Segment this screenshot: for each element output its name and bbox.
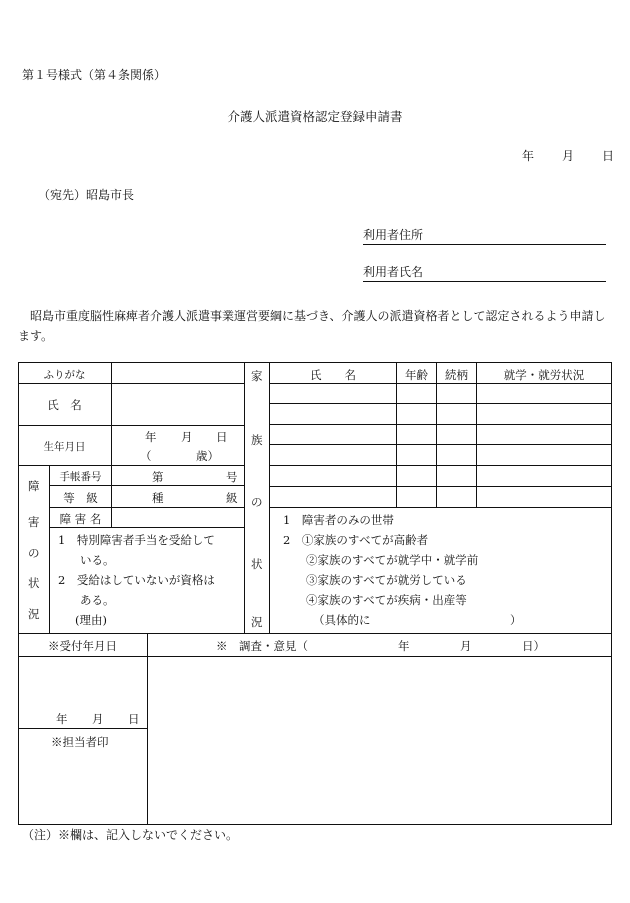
allowance-option-1-cont: いる。 (80, 553, 115, 567)
allowance-reason-label: (理由) (75, 613, 107, 627)
user-name-label: 利用者氏名 (363, 265, 424, 279)
household-option-2a: 2 ①家族のすべてが高齢者 (283, 533, 429, 547)
date-day: 日 (602, 149, 615, 163)
request-text: 昭島市重度脳性麻痺者介護人派遣事業運営要綱に基づき、介護人の派遣資格者として認定されるよう申請します。 (18, 309, 606, 343)
handbook-prefix: 第 (152, 470, 164, 484)
name-input[interactable] (112, 384, 244, 425)
birth-day: 日 (216, 430, 228, 444)
survey-day: 日） (522, 639, 545, 653)
form-number: 第１号様式（第４条関係） (22, 68, 167, 82)
received-year: 年 (56, 712, 68, 726)
name-label: 氏 名 (47, 398, 82, 412)
grade-prefix: 種 (152, 491, 164, 505)
disability-name-label: 障 害 名 (59, 512, 102, 526)
household-specific-open: （具体的に (313, 613, 371, 627)
family-header-relation: 続柄 (445, 368, 468, 382)
disability-section-char-5: 況 (28, 607, 40, 621)
footer-note: （注）※欄は、記入しないでください。 (22, 828, 239, 842)
disability-section-char-2: 害 (28, 515, 40, 529)
allowance-option-2: 2 受給はしていないが資格は (58, 573, 215, 587)
furigana-input[interactable] (112, 363, 244, 383)
grade-suffix: 級 (226, 491, 238, 505)
birth-year: 年 (145, 430, 157, 444)
family-header-status: 就学・就労状況 (503, 368, 585, 382)
grade-label: 等 級 (63, 491, 98, 505)
birthdate-label: 生年月日 (43, 441, 86, 453)
received-date-label: ※受付年月日 (48, 639, 117, 653)
date-month: 月 (562, 149, 575, 163)
disability-section-char-3: の (28, 546, 40, 560)
age-close: 歳） (196, 449, 219, 463)
family-section-char-1: 家 (251, 369, 263, 383)
disability-name-input[interactable] (112, 508, 244, 527)
survey-month: 月 (460, 639, 472, 653)
household-option-1: 1 障害者のみの世帯 (283, 513, 394, 527)
family-header-name: 氏 名 (310, 368, 356, 382)
user-address-label: 利用者住所 (363, 228, 424, 242)
survey-comment-area[interactable] (148, 657, 611, 824)
allowance-option-1: 1 特別障害者手当を受給して (58, 533, 215, 547)
household-option-2b: ②家族のすべてが就学中・就学前 (306, 553, 479, 567)
staff-stamp-label: ※担当者印 (51, 735, 109, 749)
birth-month: 月 (181, 430, 193, 444)
disability-section-char-1: 障 (28, 479, 40, 493)
allowance-option-2-cont: ある。 (80, 593, 115, 607)
age-open: （ (140, 449, 152, 463)
household-option-2d: ④家族のすべてが疾病・出産等 (306, 593, 467, 607)
date-year: 年 (522, 149, 535, 163)
household-specific-close: ） (510, 613, 522, 627)
handbook-label: 手帳番号 (59, 471, 102, 483)
family-header-age: 年齢 (405, 368, 428, 382)
furigana-label: ふりがな (43, 369, 86, 381)
survey-year: 年 (398, 639, 410, 653)
family-section-char-5: 況 (251, 615, 263, 629)
received-month: 月 (92, 712, 104, 726)
survey-label: ※ 調査・意見（ (216, 639, 308, 653)
family-section-char-4: 状 (251, 557, 263, 571)
received-day: 日 (128, 712, 140, 726)
family-section-char-2: 族 (251, 433, 263, 447)
family-section-char-3: の (251, 495, 263, 509)
handbook-suffix: 号 (226, 470, 238, 484)
disability-section-char-4: 状 (28, 576, 40, 590)
household-option-2c: ③家族のすべてが就労している (306, 573, 467, 587)
document-title: 介護人派遣資格認定登録申請書 (227, 109, 403, 124)
addressee: （宛先）昭島市長 (38, 188, 135, 202)
